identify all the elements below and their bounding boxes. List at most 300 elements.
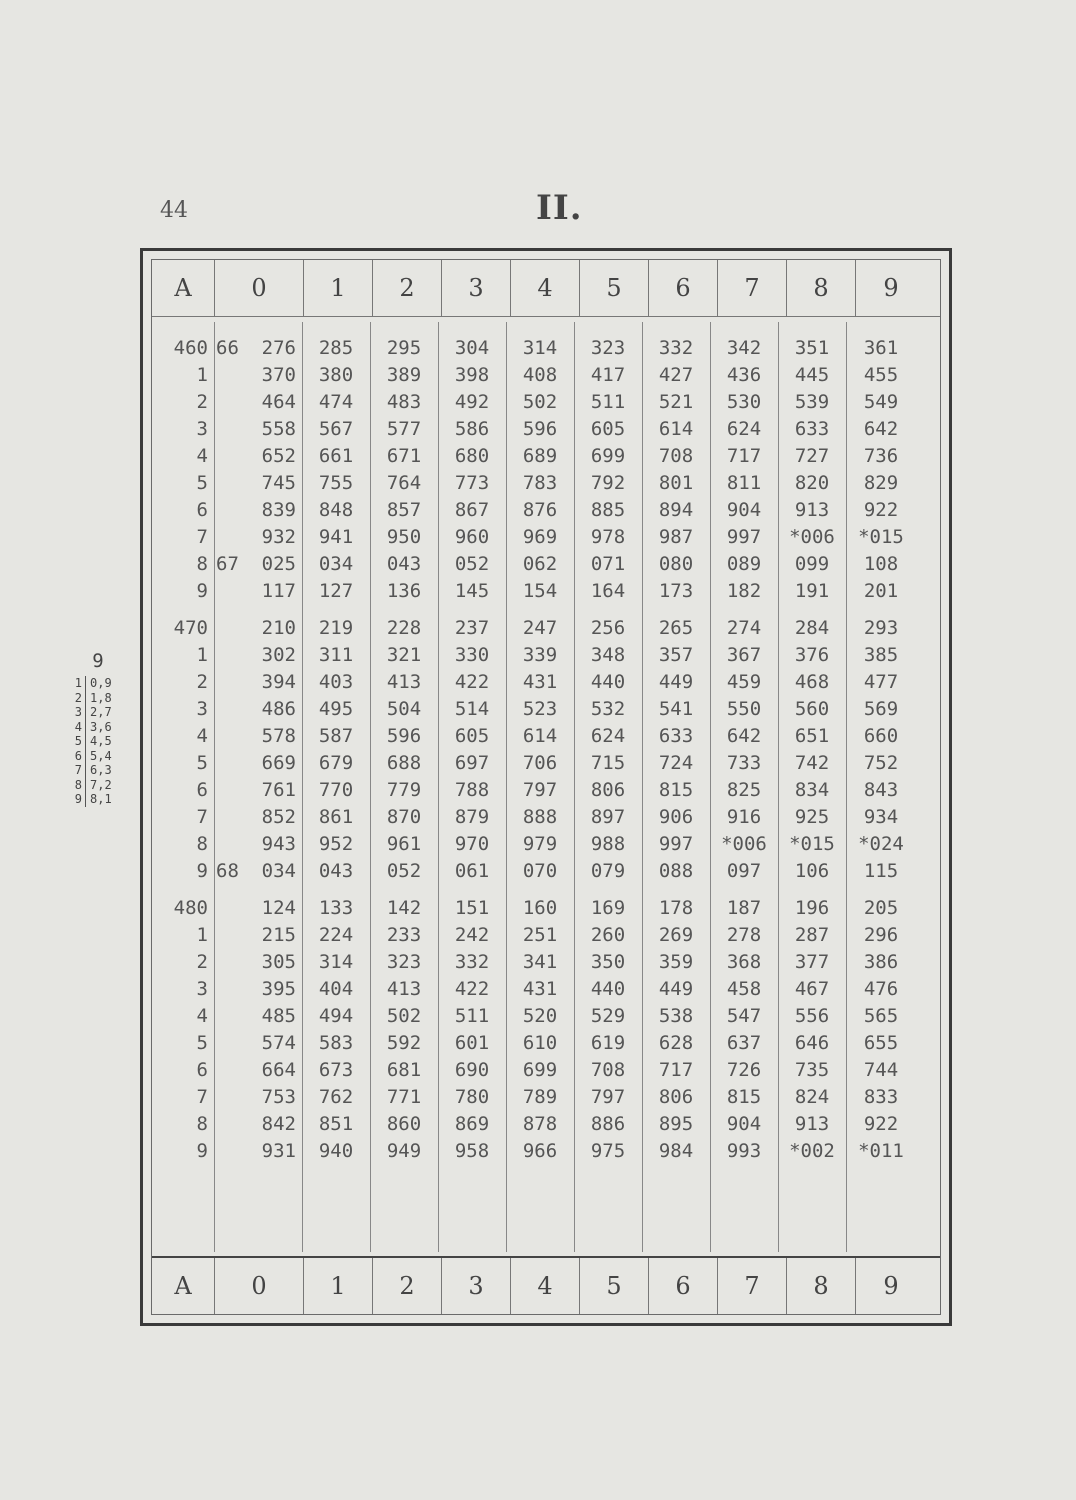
table-cell: 080	[658, 552, 694, 575]
table-row	[152, 469, 940, 496]
table-cell: 530	[726, 390, 762, 413]
table-cell: 922	[863, 498, 899, 521]
table-cell: 376	[794, 643, 830, 666]
table-cell: 744	[863, 1058, 899, 1081]
table-cell: 688	[386, 751, 422, 774]
header-bottom-col-8: 7	[717, 1258, 786, 1314]
table-cell: 642	[863, 417, 899, 440]
table-row	[152, 550, 940, 577]
table-cell: 885	[590, 498, 626, 521]
table-cell	[214, 364, 302, 386]
table-cell: 801	[658, 471, 694, 494]
table-cell: 605	[454, 724, 490, 747]
page-number: 44	[160, 198, 188, 223]
table-cell: 265	[658, 616, 694, 639]
table-cell: 274	[726, 616, 762, 639]
table-cell: 314	[318, 950, 354, 973]
argument-cell: 5	[196, 1031, 208, 1054]
table-cell: 219	[318, 616, 354, 639]
table-cell	[214, 1113, 302, 1135]
table-cell: 861	[318, 805, 354, 828]
header-top-col-10: 9	[855, 260, 926, 316]
table-cell: 843	[863, 778, 899, 801]
table-cell	[214, 978, 302, 1000]
table-cell: 587	[318, 724, 354, 747]
table-cell: 455	[863, 363, 899, 386]
mantissa-value: 025	[261, 552, 296, 575]
table-cell	[214, 337, 302, 359]
argument-cell: 3	[196, 977, 208, 1000]
table-cell: 596	[522, 417, 558, 440]
table-cell: *015	[789, 832, 835, 855]
table-row	[152, 614, 940, 641]
table-cell: 773	[454, 471, 490, 494]
table-cell: 797	[522, 778, 558, 801]
table-cell: 154	[522, 579, 558, 602]
header-top-col-4: 3	[441, 260, 510, 316]
table-cell: 367	[726, 643, 762, 666]
table-cell: 952	[318, 832, 354, 855]
table-cell: 368	[726, 950, 762, 973]
mantissa-prefix: 68	[216, 859, 239, 882]
pp-value: 6,3	[90, 763, 112, 777]
table-cell: 577	[386, 417, 422, 440]
table-cell: 359	[658, 950, 694, 973]
table-cell: 477	[863, 670, 899, 693]
table-cell: 860	[386, 1112, 422, 1135]
header-top-col-1: 0	[214, 260, 303, 316]
table-cell	[214, 580, 302, 602]
table-cell: 502	[522, 390, 558, 413]
table-row	[152, 749, 940, 776]
table-cell: 771	[386, 1085, 422, 1108]
argument-cell: 8	[196, 552, 208, 575]
table-cell: 357	[658, 643, 694, 666]
table-cell: 398	[454, 363, 490, 386]
table-cell: 427	[658, 363, 694, 386]
table-cell: 680	[454, 444, 490, 467]
table-cell: 483	[386, 390, 422, 413]
proportional-parts-heading: 9	[92, 650, 104, 672]
table-cell: 514	[454, 697, 490, 720]
table-cell: 950	[386, 525, 422, 548]
table-cell: 592	[386, 1031, 422, 1054]
mantissa-value: 302	[261, 643, 296, 666]
table-cell	[214, 644, 302, 666]
proportional-parts-row	[60, 676, 136, 691]
logarithm-table	[140, 248, 952, 1326]
table-cell: 314	[522, 336, 558, 359]
table-cell: 556	[794, 1004, 830, 1027]
table-cell: 979	[522, 832, 558, 855]
table-cell: 940	[318, 1139, 354, 1162]
argument-cell: 6	[196, 778, 208, 801]
table-cell: 260	[590, 923, 626, 946]
table-cell: 628	[658, 1031, 694, 1054]
table-cell: 829	[863, 471, 899, 494]
table-cell: 520	[522, 1004, 558, 1027]
mantissa-value: 210	[261, 616, 296, 639]
table-cell: 422	[454, 977, 490, 1000]
argument-cell: 3	[196, 697, 208, 720]
table-row	[152, 975, 940, 1002]
table-cell: 099	[794, 552, 830, 575]
table-cell: 323	[590, 336, 626, 359]
argument-cell: 3	[196, 417, 208, 440]
table-cell: 878	[522, 1112, 558, 1135]
table-cell: 062	[522, 552, 558, 575]
table-row	[152, 668, 940, 695]
table-cell: 815	[726, 1085, 762, 1108]
table-cell: 495	[318, 697, 354, 720]
table-cell: 960	[454, 525, 490, 548]
table-row	[152, 577, 940, 604]
argument-cell: 6	[196, 1058, 208, 1081]
table-cell: 311	[318, 643, 354, 666]
table-row	[152, 1083, 940, 1110]
table-cell: 422	[454, 670, 490, 693]
table-cell	[214, 752, 302, 774]
table-cell: 848	[318, 498, 354, 521]
argument-cell: 9	[196, 1139, 208, 1162]
header-top-col-5: 4	[510, 260, 579, 316]
argument-cell: 1	[196, 923, 208, 946]
table-cell: 596	[386, 724, 422, 747]
table-cell: 820	[794, 471, 830, 494]
table-cell: 780	[454, 1085, 490, 1108]
table-cell: 187	[726, 896, 762, 919]
table-cell: 733	[726, 751, 762, 774]
table-cell: 088	[658, 859, 694, 882]
table-cell: 706	[522, 751, 558, 774]
mantissa-value: 664	[261, 1058, 296, 1081]
table-cell: 969	[522, 525, 558, 548]
mantissa-value: 117	[261, 579, 296, 602]
argument-cell: 460	[173, 336, 208, 359]
table-cell: 975	[590, 1139, 626, 1162]
mantissa-value: 485	[261, 1004, 296, 1027]
proportional-parts-row	[60, 792, 136, 807]
table-cell: 717	[726, 444, 762, 467]
table-row	[152, 334, 940, 361]
pp-value: 7,2	[90, 777, 112, 792]
table-cell	[214, 472, 302, 494]
table-cell	[214, 725, 302, 747]
argument-cell: 4	[196, 724, 208, 747]
table-cell: 436	[726, 363, 762, 386]
block-gap	[152, 884, 940, 894]
table-cell	[214, 1059, 302, 1081]
table-cell: 476	[863, 977, 899, 1000]
table-row	[152, 1029, 940, 1056]
argument-cell: 7	[196, 525, 208, 548]
table-cell: 377	[794, 950, 830, 973]
pp-key: 2	[60, 691, 86, 706]
table-cell: 605	[590, 417, 626, 440]
table-cell: 792	[590, 471, 626, 494]
table-cell: 228	[386, 616, 422, 639]
argument-cell: 470	[173, 616, 208, 639]
table-cell: 440	[590, 977, 626, 1000]
table-cell	[214, 526, 302, 548]
table-cell: 205	[863, 896, 899, 919]
table-row	[152, 1002, 940, 1029]
header-bottom-col-1: 0	[214, 1258, 303, 1314]
table-cell: 726	[726, 1058, 762, 1081]
argument-cell: 7	[196, 805, 208, 828]
table-cell	[214, 897, 302, 919]
table-cell: 431	[522, 977, 558, 1000]
mantissa-value: 215	[261, 923, 296, 946]
table-cell: 870	[386, 805, 422, 828]
argument-cell: 2	[196, 950, 208, 973]
mantissa-prefix: 66	[216, 336, 239, 359]
mantissa-value: 839	[261, 498, 296, 521]
table-cell: 445	[794, 363, 830, 386]
table-cell: 269	[658, 923, 694, 946]
table-cell: 145	[454, 579, 490, 602]
table-cell: 339	[522, 643, 558, 666]
mantissa-value: 745	[261, 471, 296, 494]
table-cell: 567	[318, 417, 354, 440]
mantissa-value: 370	[261, 363, 296, 386]
mantissa-value: 932	[261, 525, 296, 548]
table-cell: 904	[726, 1112, 762, 1135]
table-cell: 717	[658, 1058, 694, 1081]
table-cell: 529	[590, 1004, 626, 1027]
table-cell: 699	[590, 444, 626, 467]
table-cell: 876	[522, 498, 558, 521]
table-row	[152, 388, 940, 415]
table-cell: 834	[794, 778, 830, 801]
pp-value: 2,7	[90, 705, 112, 719]
table-cell: 681	[386, 1058, 422, 1081]
table-cell: 925	[794, 805, 830, 828]
table-cell: 511	[454, 1004, 490, 1027]
argument-cell: 1	[196, 363, 208, 386]
table-cell	[214, 1140, 302, 1162]
table-cell: 661	[318, 444, 354, 467]
table-cell: 770	[318, 778, 354, 801]
proportional-parts-row	[60, 705, 136, 720]
argument-cell: 480	[173, 896, 208, 919]
table-cell: 565	[863, 1004, 899, 1027]
table-cell	[214, 617, 302, 639]
mantissa-value: 558	[261, 417, 296, 440]
pp-key: 9	[60, 792, 86, 807]
table-cell	[214, 445, 302, 467]
table-cell: 070	[522, 859, 558, 882]
table-cell: 191	[794, 579, 830, 602]
table-cell: 961	[386, 832, 422, 855]
table-cell: 468	[794, 670, 830, 693]
table-row	[152, 523, 940, 550]
table-row	[152, 415, 940, 442]
mantissa-value: 394	[261, 670, 296, 693]
pp-value: 3,6	[90, 719, 112, 734]
pp-value: 0,9	[90, 676, 112, 690]
table-cell: 431	[522, 670, 558, 693]
table-cell: 521	[658, 390, 694, 413]
table-cell: 993	[726, 1139, 762, 1162]
argument-cell: 6	[196, 498, 208, 521]
table-cell: 949	[386, 1139, 422, 1162]
table-row	[152, 830, 940, 857]
table-cell: 133	[318, 896, 354, 919]
table-cell: 727	[794, 444, 830, 467]
table-cell: 879	[454, 805, 490, 828]
table-cell: 173	[658, 579, 694, 602]
table-cell: 614	[522, 724, 558, 747]
table-cell: 646	[794, 1031, 830, 1054]
table-cell: 984	[658, 1139, 694, 1162]
table-row	[152, 722, 940, 749]
table-cell: 164	[590, 579, 626, 602]
table-cell: 449	[658, 977, 694, 1000]
table-cell: 160	[522, 896, 558, 919]
table-row	[152, 361, 940, 388]
mantissa-value: 578	[261, 724, 296, 747]
table-cell: 108	[863, 552, 899, 575]
table-cell: 941	[318, 525, 354, 548]
table-cell: 697	[454, 751, 490, 774]
mantissa-value: 753	[261, 1085, 296, 1108]
pp-key: 5	[60, 734, 86, 749]
table-cell: 651	[794, 724, 830, 747]
header-top-col-8: 7	[717, 260, 786, 316]
table-cell: 897	[590, 805, 626, 828]
table-cell	[214, 391, 302, 413]
table-cell: 413	[386, 977, 422, 1000]
table-cell: 285	[318, 336, 354, 359]
table-cell: 502	[386, 1004, 422, 1027]
table-cell: 569	[863, 697, 899, 720]
mantissa-value: 652	[261, 444, 296, 467]
table-cell: 196	[794, 896, 830, 919]
mantissa-value: 486	[261, 697, 296, 720]
table-cell: 361	[863, 336, 899, 359]
table-cell: 904	[726, 498, 762, 521]
table-cell	[214, 499, 302, 521]
table-cell: 851	[318, 1112, 354, 1135]
table-cell: 642	[726, 724, 762, 747]
table-cell: 614	[658, 417, 694, 440]
table-cell: 888	[522, 805, 558, 828]
mantissa-value: 464	[261, 390, 296, 413]
table-cell: 097	[726, 859, 762, 882]
table-cell: 958	[454, 1139, 490, 1162]
table-row	[152, 1137, 940, 1164]
table-cell	[214, 924, 302, 946]
table-cell: 417	[590, 363, 626, 386]
table-cell: 256	[590, 616, 626, 639]
argument-cell: 4	[196, 444, 208, 467]
table-cell: 251	[522, 923, 558, 946]
table-cell: 583	[318, 1031, 354, 1054]
mantissa-value: 034	[261, 859, 296, 882]
table-cell: 869	[454, 1112, 490, 1135]
pp-key: 3	[60, 705, 86, 720]
table-cell: 351	[794, 336, 830, 359]
table-cell: 671	[386, 444, 422, 467]
argument-cell: 9	[196, 579, 208, 602]
table-cell	[214, 671, 302, 693]
argument-cell: 2	[196, 670, 208, 693]
argument-cell: 8	[196, 832, 208, 855]
table-cell: *002	[789, 1139, 835, 1162]
header-top-col-2: 1	[303, 260, 372, 316]
table-cell: 735	[794, 1058, 830, 1081]
table-cell: 987	[658, 525, 694, 548]
table-cell: 779	[386, 778, 422, 801]
pp-key: 7	[60, 763, 86, 778]
table-cell: 278	[726, 923, 762, 946]
chapter-title: II.	[536, 188, 583, 228]
argument-cell: 4	[196, 1004, 208, 1027]
table-cell: 458	[726, 977, 762, 1000]
mantissa-prefix: 67	[216, 552, 239, 575]
pp-value: 4,5	[90, 734, 112, 748]
header-bottom-col-10: 9	[855, 1258, 926, 1314]
header-bottom-col-0: A	[174, 1272, 192, 1300]
table-row	[152, 857, 940, 884]
table-cell: 913	[794, 1112, 830, 1135]
table-cell: 857	[386, 498, 422, 521]
table-cell	[214, 698, 302, 720]
table-cell: 341	[522, 950, 558, 973]
header-row-top	[152, 260, 940, 317]
table-cell: 539	[794, 390, 830, 413]
table-cell: 708	[658, 444, 694, 467]
table-cell	[214, 418, 302, 440]
table-cell: *024	[858, 832, 904, 855]
table-cell: 610	[522, 1031, 558, 1054]
table-cell: 403	[318, 670, 354, 693]
table-cell: 894	[658, 498, 694, 521]
table-cell: 504	[386, 697, 422, 720]
pp-value: 1,8	[90, 690, 112, 705]
table-row	[152, 894, 940, 921]
table-row	[152, 921, 940, 948]
proportional-parts-row	[60, 763, 136, 778]
table-cell: 332	[454, 950, 490, 973]
table-cell: 708	[590, 1058, 626, 1081]
table-cell: 633	[794, 417, 830, 440]
pp-key: 8	[60, 778, 86, 793]
table-cell: 673	[318, 1058, 354, 1081]
table-cell: 142	[386, 896, 422, 919]
header-top-col-6: 5	[579, 260, 648, 316]
table-cell: 906	[658, 805, 694, 828]
argument-cell: 8	[196, 1112, 208, 1135]
table-cell: 052	[386, 859, 422, 882]
table-cell: 169	[590, 896, 626, 919]
table-cell	[214, 1086, 302, 1108]
proportional-parts-row	[60, 749, 136, 764]
table-cell	[214, 951, 302, 973]
table-cell: 233	[386, 923, 422, 946]
table-cell: 201	[863, 579, 899, 602]
table-cell: *015	[858, 525, 904, 548]
header-top-col-3: 2	[372, 260, 441, 316]
header-top-col-7: 6	[648, 260, 717, 316]
table-cell: 689	[522, 444, 558, 467]
table-row	[152, 1056, 940, 1083]
table-cell: 413	[386, 670, 422, 693]
table-cell: 136	[386, 579, 422, 602]
table-row	[152, 496, 940, 523]
table-cell: 242	[454, 923, 490, 946]
